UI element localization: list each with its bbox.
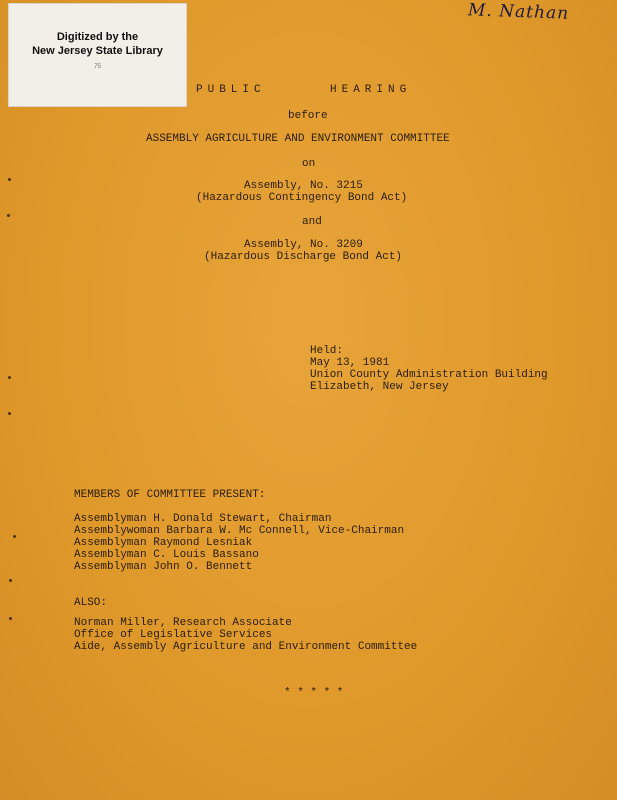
members-heading: MEMBERS OF COMMITTEE PRESENT: — [74, 489, 266, 501]
footer-asterisks: * * * * * — [284, 687, 344, 699]
committee-name: ASSEMBLY AGRICULTURE AND ENVIRONMENT COMMITTEE — [146, 133, 450, 145]
binding-hole-mark — [8, 178, 11, 181]
binding-hole-mark — [8, 412, 11, 415]
bill-1-number: Assembly, No. 3215 — [244, 180, 363, 192]
title-hearing: HEARING — [330, 84, 412, 96]
binding-hole-mark — [13, 535, 16, 538]
also-item: Norman Miller, Research Associate — [74, 617, 292, 629]
stamp-line-3: 75 — [94, 64, 101, 70]
member-item: Assemblyman Raymond Lesniak — [74, 537, 253, 549]
binding-hole-mark — [7, 214, 10, 217]
also-item: Aide, Assembly Agriculture and Environment Committee — [74, 641, 418, 653]
held-place: Union County Administration Building — [310, 369, 548, 381]
stamp-line-1: Digitized by the — [56, 31, 139, 43]
binding-hole-mark — [9, 579, 12, 582]
handwritten-signature: M. Nathan — [467, 0, 570, 24]
title-on: on — [302, 158, 316, 170]
binding-hole-mark — [9, 617, 12, 620]
digitization-stamp — [8, 3, 187, 107]
member-item: Assemblyman H. Donald Stewart, Chairman — [74, 513, 332, 525]
held-date: May 13, 1981 — [310, 357, 390, 369]
bill-2-number: Assembly, No. 3209 — [244, 239, 363, 251]
bill-2-name: (Hazardous Discharge Bond Act) — [204, 251, 403, 263]
member-item: Assemblywoman Barbara W. Mc Connell, Vice-Chairman — [74, 525, 405, 537]
binding-hole-mark — [8, 376, 11, 379]
stamp-line-2: New Jersey State Library — [32, 45, 163, 57]
held-label: Held: — [310, 345, 344, 357]
member-item: Assemblyman John O. Bennett — [74, 561, 253, 573]
held-city: Elizabeth, New Jersey — [310, 381, 449, 393]
title-before: before — [288, 110, 328, 122]
also-heading: ALSO: — [74, 597, 108, 609]
member-item: Assemblyman C. Louis Bassano — [74, 549, 259, 561]
bill-1-name: (Hazardous Contingency Bond Act) — [196, 192, 408, 204]
title-public: PUBLIC — [196, 84, 266, 96]
title-and: and — [302, 216, 322, 228]
also-item: Office of Legislative Services — [74, 629, 273, 641]
